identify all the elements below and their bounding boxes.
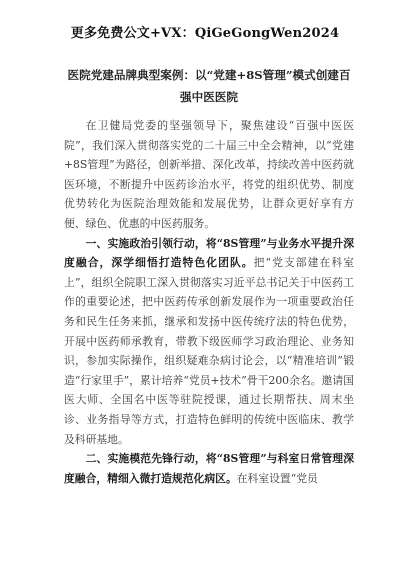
section-2-text: 在科室设置“党员 bbox=[236, 471, 318, 485]
section-1-paragraph bbox=[64, 234, 354, 450]
header-watermark-text: 更多免费公文+VX：QiGeGongWen2024 bbox=[70, 26, 340, 41]
intro-paragraph: 在卫健局党委的坚强领导下，聚焦建设“百强中医医院”，我们深入贯彻落实党的二十届三中全会精神，以“党建+8S管理”为路径，创新举措、深化改革，持续改善中医药就医环境，不断提升中医药诊治水平，将党的组织优势、制度优势转化为医院治理效能和发展优势，让群众更好享有方便、绿色、优惠的中医药服务。 bbox=[64, 119, 354, 230]
section-1-text: 把“党支部建在科室上”，组织全院职工深入贯彻落实习近平总书记关于中医药工作的重要论述，把中医药传承创新发展作为一项重要政治任务和民生任务来抓，继承和发扬中医传统疗法的特色优势，开展中医药师承教育，带教下级医师学习政治理论、业务知识，参加实际操作，组织疑难杂病讨论会，以“精准培训”锻造“行家里手”，累计培养“党员+技术”骨干200余名。邀请国医大师、全国名中医等驻院授课，通过长期帮扶、周末坐诊、业务指导等方式，打造特色鲜明的传统中医临床、教学及科研基地。 bbox=[64, 256, 354, 446]
section-2-heading: 二、实施模范先锋行动，将“8S管理”与科室日常管理深度融合，精细入微打造规范化病区。 bbox=[64, 452, 354, 485]
section-2-paragraph bbox=[64, 449, 354, 488]
document-title: 医院党建品牌典型案例：以“党建+8S管理”模式创建百强中医医院 bbox=[67, 68, 351, 104]
section-1-heading: 一、实施政治引领行动，将“8S管理”与业务水平提升深度融合，深学细悟打造特色化团队。 bbox=[64, 236, 354, 270]
document-body bbox=[64, 116, 354, 488]
